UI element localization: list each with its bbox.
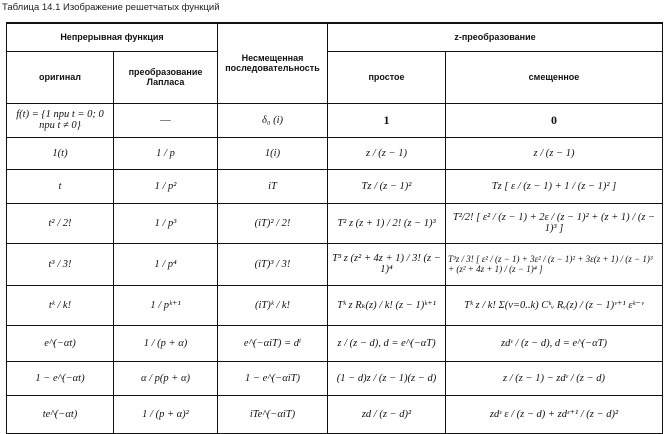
cell-original: f(t) = {1 при t = 0; 0 при t ≠ 0} bbox=[7, 103, 114, 137]
cell-shifted: Tᵏ z / k! Σ(v=0..k) Cᵏᵥ Rᵥ(z) / (z − 1)ᵛ⁺¹ εᵏ⁻ᵛ bbox=[446, 285, 663, 325]
cell-sequence: (iT)³ / 3! bbox=[218, 243, 328, 285]
cell-simple: Tᵏ z Rₖ(z) / k! (z − 1)ᵏ⁺¹ bbox=[328, 285, 446, 325]
cell-original: tᵏ / k! bbox=[7, 285, 114, 325]
table-row bbox=[7, 361, 663, 395]
cell-original: t bbox=[7, 169, 114, 203]
cell-shifted: zdᵋ ε / (z − d) + zdᵋ⁺¹ / (z − d)² bbox=[446, 395, 663, 433]
cell-laplace: 1 / p³ bbox=[114, 203, 218, 243]
cell-shifted: z / (z − 1) bbox=[446, 137, 663, 169]
cell-simple: z / (z − d), d = e^(−αT) bbox=[328, 325, 446, 361]
cell-laplace: 1 / (p + α)² bbox=[114, 395, 218, 433]
table-row bbox=[7, 285, 663, 325]
lattice-functions-table bbox=[6, 22, 663, 434]
header-laplace: преобразование Лапласа bbox=[114, 51, 218, 103]
cell-sequence: (iT)ᵏ / k! bbox=[218, 285, 328, 325]
table-row bbox=[7, 325, 663, 361]
table-row bbox=[7, 137, 663, 169]
cell-shifted: zdᵋ / (z − d), d = e^(−αT) bbox=[446, 325, 663, 361]
cell-shifted: T²/2! [ ε² / (z − 1) + 2ε / (z − 1)² + (z + 1) / (z − 1)³ ] bbox=[446, 203, 663, 243]
cell-sequence: (iT)² / 2! bbox=[218, 203, 328, 243]
cell-laplace: 1 / (p + α) bbox=[114, 325, 218, 361]
cell-original: te^(−αt) bbox=[7, 395, 114, 433]
cell-shifted: Tz [ ε / (z − 1) + 1 / (z − 1)² ] bbox=[446, 169, 663, 203]
cell-sequence: e^(−αiT) = dⁱ bbox=[218, 325, 328, 361]
cell-laplace: 1 / p² bbox=[114, 169, 218, 203]
cell-original: 1(t) bbox=[7, 137, 114, 169]
cell-original: 1 − e^(−αt) bbox=[7, 361, 114, 395]
cell-sequence: iTe^(−αiT) bbox=[218, 395, 328, 433]
header-unshifted: Несмещенная последовательность bbox=[218, 23, 328, 103]
cell-simple: (1 − d)z / (z − 1)(z − d) bbox=[328, 361, 446, 395]
cell-shifted: z / (z − 1) − zdᵋ / (z − d) bbox=[446, 361, 663, 395]
cell-shifted: T³z / 3! [ ε² / (z − 1) + 3ε² / (z − 1)² + 3ε(z + 1) / (z − 1)³ + (z² + 4z + 1) / (z − 1)⁴ ] bbox=[446, 243, 663, 285]
table-caption: Таблица 14.1 Изображение решетчатых функций bbox=[2, 2, 220, 13]
table-row bbox=[7, 395, 663, 433]
header-original: оригинал bbox=[7, 51, 114, 103]
table-row bbox=[7, 169, 663, 203]
header-simple: простое bbox=[328, 51, 446, 103]
header-shifted: смещенное bbox=[446, 51, 663, 103]
cell-original: t³ / 3! bbox=[7, 243, 114, 285]
table-row bbox=[7, 103, 663, 137]
table-row bbox=[7, 243, 663, 285]
cell-simple: T³ z (z² + 4z + 1) / 3! (z − 1)⁴ bbox=[328, 243, 446, 285]
cell-laplace: 1 / p⁴ bbox=[114, 243, 218, 285]
cell-laplace: 1 / p bbox=[114, 137, 218, 169]
cell-original: t² / 2! bbox=[7, 203, 114, 243]
cell-simple: zd / (z − d)² bbox=[328, 395, 446, 433]
header-continuous: Непрерывная функция bbox=[7, 23, 218, 51]
cell-simple: 1 bbox=[328, 103, 446, 137]
cell-sequence: 1(i) bbox=[218, 137, 328, 169]
cell-original: e^(−αt) bbox=[7, 325, 114, 361]
cell-shifted: 0 bbox=[446, 103, 663, 137]
cell-sequence: iT bbox=[218, 169, 328, 203]
table-row bbox=[7, 203, 663, 243]
cell-simple: Tz / (z − 1)² bbox=[328, 169, 446, 203]
cell-sequence: 1 − e^(−αiT) bbox=[218, 361, 328, 395]
header-ztransform: z-преобразование bbox=[328, 23, 663, 51]
cell-simple: T² z (z + 1) / 2! (z − 1)³ bbox=[328, 203, 446, 243]
cell-laplace: 1 / pᵏ⁺¹ bbox=[114, 285, 218, 325]
cell-laplace: — bbox=[114, 103, 218, 137]
cell-laplace: α / p(p + α) bbox=[114, 361, 218, 395]
cell-sequence: δ₀ (i) bbox=[218, 103, 328, 137]
cell-simple: z / (z − 1) bbox=[328, 137, 446, 169]
